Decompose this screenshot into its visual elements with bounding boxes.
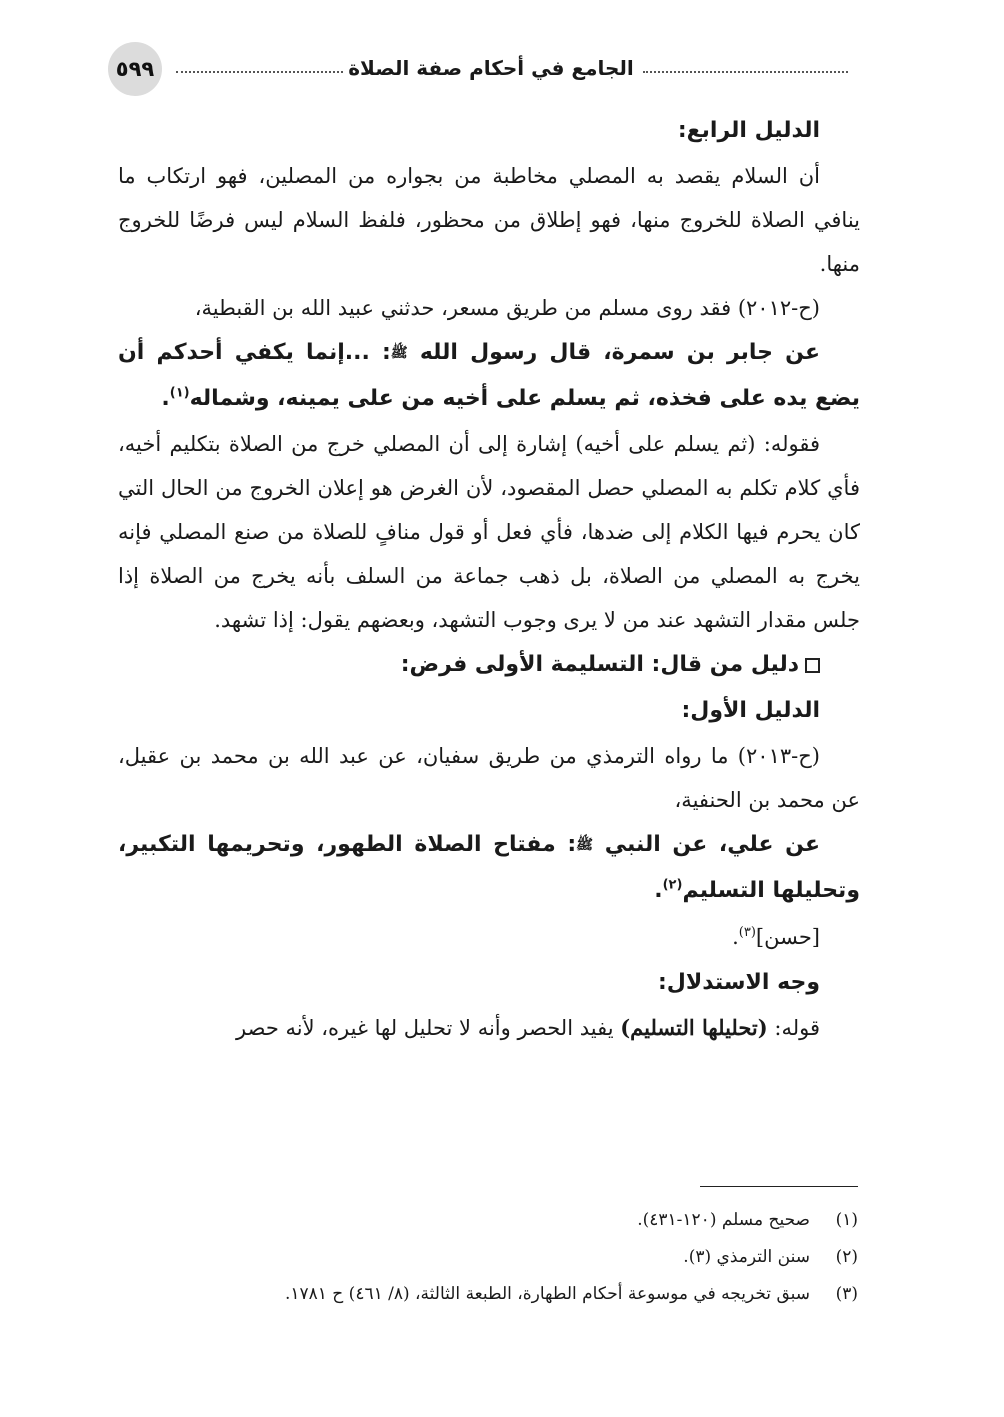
quoted-phrase: (تحليلها التسليم) bbox=[620, 1015, 768, 1040]
hadith-text-start: عن جابر بن سمرة، قال رسول الله bbox=[419, 340, 820, 365]
paragraph: فقوله: (ثم يسلم على أخيه) إشارة إلى أن المصلي خرج من الصلاة بتكليم أخيه، فأي كلام تكلم به المصلي حصل المقصود، لأن الغرض هو إعلان الخروج من الحال التي كان يحرم فيها الكلام إلى ضدها، فأي فعل أو قول منافٍ للصلاة من صنع المصلي فإنه يخرج به المصلي من الصلاة، بل ذهب جماعة من السلف بأنه يخرج من الصلاة إذا جلس مقدار التشهد عند من لا يرى وجوب التشهد، وبعضهم يقول: إذا تشهد. bbox=[118, 432, 860, 632]
grading-text: [حسن] bbox=[755, 925, 820, 949]
heading-inference: وجه الاستدلال: bbox=[657, 970, 820, 995]
period: . bbox=[161, 386, 170, 411]
grading bbox=[118, 914, 860, 960]
footnote-number: (٢) bbox=[835, 1247, 858, 1267]
paragraph-rest: يفيد الحصر وأنه لا تحليل لها غيره، لأنه حصر bbox=[236, 1016, 621, 1040]
honorific-glyph: ﷺ bbox=[390, 345, 408, 361]
footnotes bbox=[118, 1202, 858, 1313]
footnote-number: (٣) bbox=[835, 1284, 858, 1304]
footnote-separator bbox=[700, 1186, 858, 1187]
period: . bbox=[732, 925, 739, 949]
section-heading bbox=[118, 642, 860, 688]
footnote-text: صحيح مسلم (١٢٠-٤٣١). bbox=[637, 1210, 810, 1230]
footnote-number: (١) bbox=[835, 1210, 858, 1230]
hadith-isnad: (ح-٢٠١٣) ما رواه الترمذي من طريق سفيان، عن عبد الله بن محمد بن عقيل، عن محمد بن الحنفية، bbox=[118, 744, 860, 812]
heading-fourth-evidence: الدليل الرابع: bbox=[677, 118, 820, 143]
footnote-item bbox=[118, 1276, 858, 1313]
footnote-ref: (٣) bbox=[738, 925, 756, 940]
page-number: ٥٩٩ bbox=[108, 42, 162, 96]
main-text bbox=[118, 108, 860, 1050]
running-title: الجامع في أحكام صفة الصلاة bbox=[346, 56, 636, 80]
footnote-item bbox=[118, 1239, 858, 1276]
heading-first-evidence: الدليل الأول: bbox=[681, 698, 820, 723]
hadith-text bbox=[118, 822, 860, 914]
header-dotted-leader-right bbox=[643, 71, 848, 73]
footnote-item bbox=[118, 1202, 858, 1239]
period: . bbox=[654, 878, 663, 903]
paragraph: أن السلام يقصد به المصلي مخاطبة من بجواره من المصلين، فهو ارتكاب ما ينافي الصلاة للخروج منها، فهو إطلاق من محظور، فلفظ السلام ليس فرضًا للخروج منها. bbox=[118, 164, 860, 276]
hadith-text bbox=[118, 330, 860, 422]
hadith-text-body: : ...إنما يكفي أحدكم أن يضع يده على فخذه، ثم يسلم على أخيه من على يمينه، وشماله bbox=[118, 340, 860, 411]
footnote-ref: (١) bbox=[169, 385, 190, 401]
footnote-ref: (٢) bbox=[662, 877, 683, 893]
paragraph-start: قوله: bbox=[767, 1016, 820, 1040]
hadith-isnad: (ح-٢٠١٢) فقد روى مسلم من طريق مسعر، حدثني عبيد الله بن القبطية، bbox=[194, 296, 820, 320]
footnote-text: سنن الترمذي (٣). bbox=[683, 1247, 810, 1267]
paragraph bbox=[118, 1006, 860, 1050]
header-dotted-leader-left bbox=[176, 71, 343, 73]
footnote-text: سبق تخريجه في موسوعة أحكام الطهارة، الطبعة الثالثة، (٨/ ٤٦١) ح ١٧٨١. bbox=[284, 1284, 810, 1304]
hadith-text-start: عن علي، عن النبي bbox=[604, 832, 820, 857]
checkbox-icon bbox=[805, 658, 820, 673]
page-header bbox=[108, 42, 848, 98]
honorific-glyph: ﷺ bbox=[576, 837, 594, 853]
section-heading-text: دليل من قال: التسليمة الأولى فرض: bbox=[400, 652, 799, 677]
hadith-text-body: : مفتاح الصلاة الطهور، وتحريمها التكبير، وتحليلها التسليم bbox=[118, 832, 860, 903]
